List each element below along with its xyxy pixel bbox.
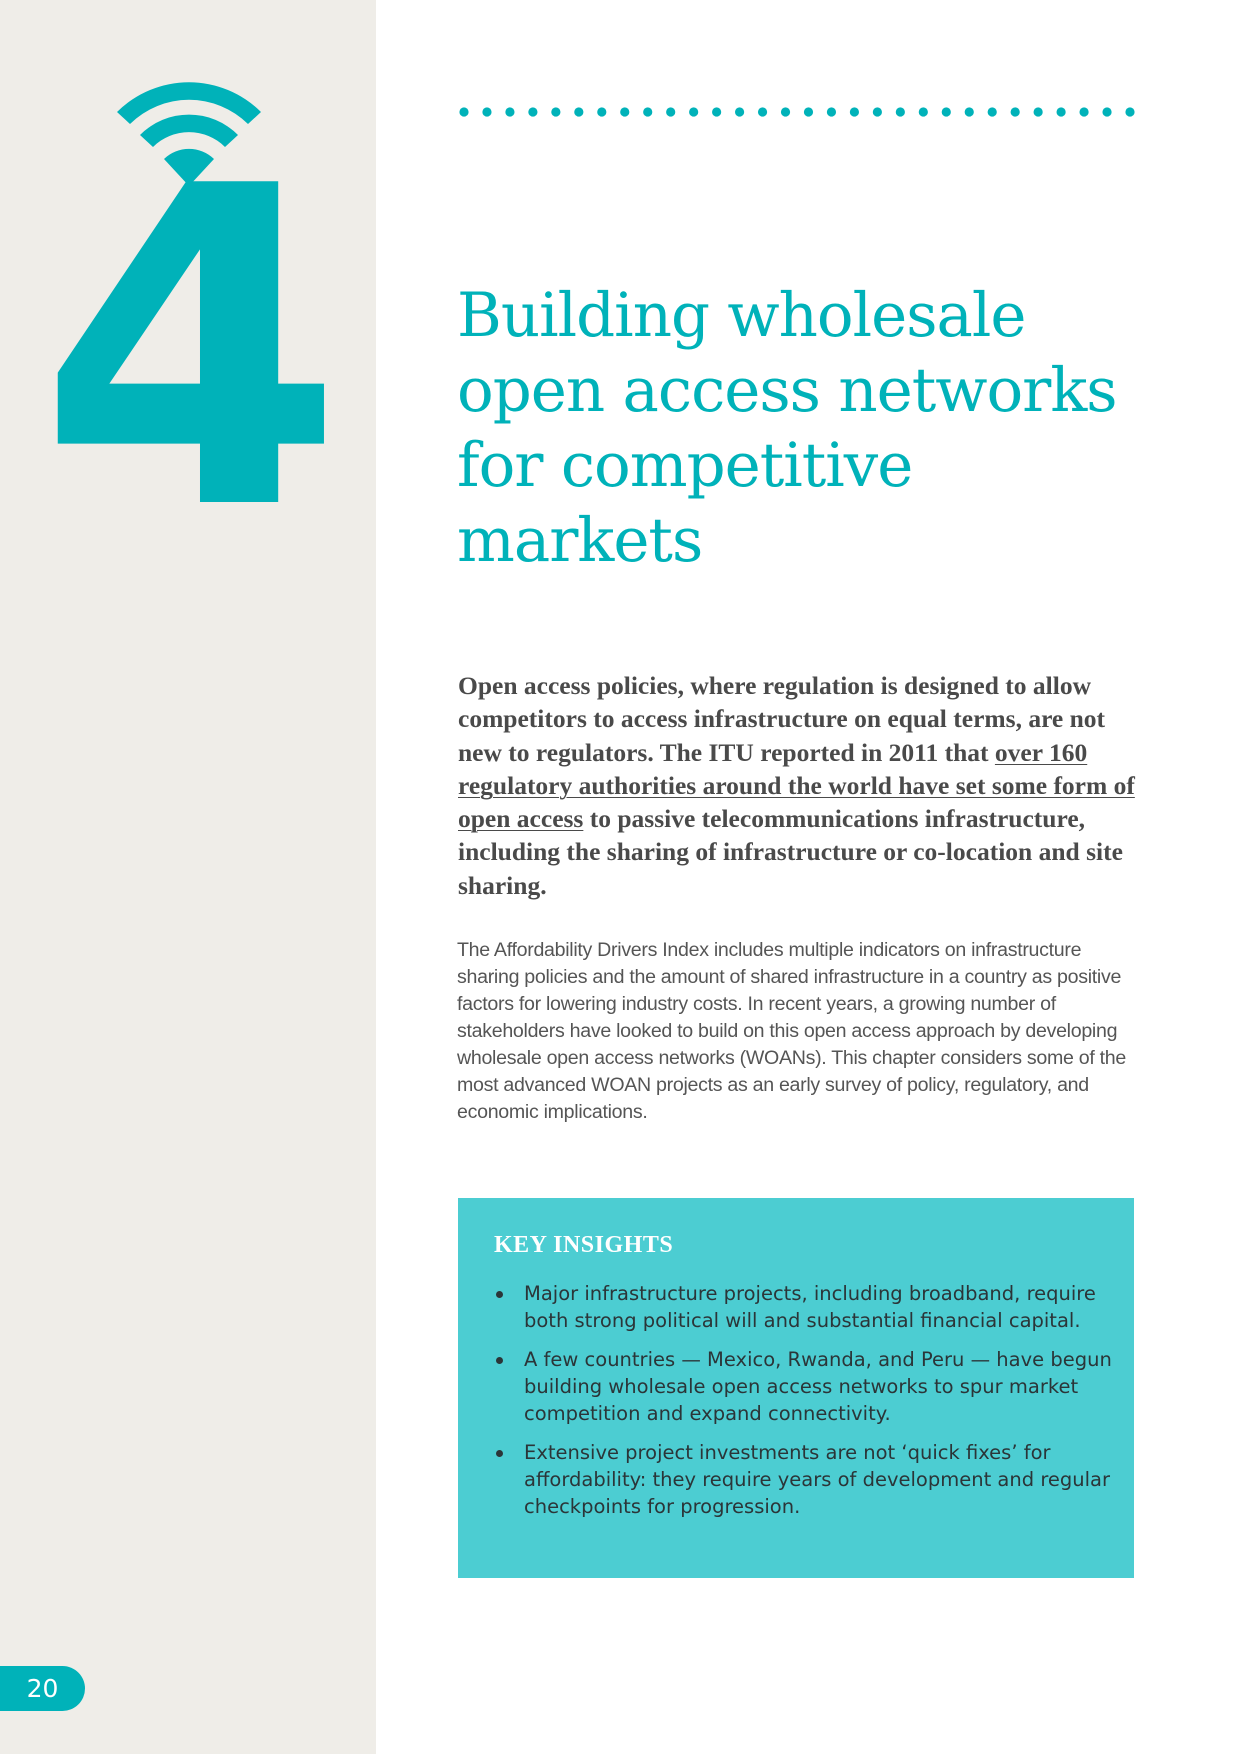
divider-dot bbox=[735, 107, 744, 116]
list-item bbox=[494, 1439, 1114, 1520]
divider-dot bbox=[574, 107, 583, 116]
divider-dot bbox=[689, 107, 698, 116]
list-item bbox=[494, 1346, 1114, 1427]
divider-dot bbox=[827, 107, 836, 116]
sidebar bbox=[0, 0, 376, 1754]
bullet-icon bbox=[496, 1357, 503, 1364]
key-insights-box bbox=[458, 1198, 1134, 1578]
divider-dot bbox=[965, 107, 974, 116]
divider-dot bbox=[758, 107, 767, 116]
divider-dot bbox=[1102, 107, 1111, 116]
divider-dot bbox=[988, 107, 997, 116]
title-line: markets bbox=[457, 505, 703, 576]
divider-dot bbox=[597, 107, 606, 116]
dotted-divider bbox=[458, 104, 1136, 120]
page-title bbox=[457, 278, 1157, 578]
bullet-icon bbox=[496, 1291, 503, 1298]
chapter-number: 4 bbox=[38, 94, 335, 606]
divider-dot bbox=[482, 107, 491, 116]
divider-dot bbox=[850, 107, 859, 116]
lead-text: Open access policies, where regulation is designed to allow competitors to access infrastructure on equal terms, are not new to regulators. The ITU reported in 2011 that bbox=[458, 671, 1106, 767]
itu-reference-link[interactable]: over 160 regulatory authorities around the world have set some form of open access bbox=[458, 737, 1135, 834]
lead-text: to passive telecommunications infrastructure, including the sharing of infrastructure or co-location and site sharing. bbox=[458, 804, 1123, 900]
divider-dot bbox=[1057, 107, 1066, 116]
body-paragraph: The Affordability Drivers Index includes multiple indicators on infrastructure sharing policies and the amount of shared infrastructure in a country as positive factors for lowering industry costs. In recent years, a growing number of stakeholders have looked to build on this open access approach by developing wholesale open access networks (WOANs). This chapter considers some of the most advanced WOAN projects as an early survey of policy, regulatory, and economic implications. bbox=[457, 939, 1126, 1123]
divider-dot bbox=[643, 107, 652, 116]
bullet-icon bbox=[496, 1450, 503, 1457]
insight-text: Major infrastructure projects, including broadband, require both strong political will and substantial financial capital. bbox=[524, 1282, 1096, 1332]
divider-dot bbox=[781, 107, 790, 116]
divider-dot bbox=[919, 107, 928, 116]
insight-text: A few countries — Mexico, Rwanda, and Peru — have begun building wholesale open access networks to spur market competition and expand connectivity. bbox=[524, 1348, 1112, 1425]
insight-text: Extensive project investments are not ‘quick fixes’ for affordability: they require years of development and regular checkpoints for progression. bbox=[524, 1441, 1111, 1518]
divider-dot bbox=[1034, 107, 1043, 116]
title-line: open access networks bbox=[457, 355, 1117, 426]
divider-dot bbox=[712, 107, 721, 116]
divider-dot bbox=[551, 107, 560, 116]
page-number: 20 bbox=[0, 1666, 85, 1711]
divider-dot bbox=[942, 107, 951, 116]
divider-dot bbox=[873, 107, 882, 116]
divider-dot bbox=[620, 107, 629, 116]
divider-dot bbox=[666, 107, 675, 116]
divider-dot bbox=[1011, 107, 1020, 116]
divider-dot bbox=[896, 107, 905, 116]
divider-dot bbox=[528, 107, 537, 116]
divider-dot bbox=[459, 107, 468, 116]
lead-paragraph bbox=[458, 669, 1148, 902]
divider-dot bbox=[1079, 107, 1088, 116]
divider-dot bbox=[505, 107, 514, 116]
key-insights-heading: KEY INSIGHTS bbox=[494, 1232, 674, 1258]
title-line: for competitive bbox=[457, 430, 913, 501]
key-insights-list bbox=[494, 1280, 1114, 1532]
divider-dot bbox=[804, 107, 813, 116]
divider-dot bbox=[1125, 107, 1134, 116]
list-item bbox=[494, 1280, 1114, 1334]
title-line: Building wholesale bbox=[457, 280, 1026, 351]
